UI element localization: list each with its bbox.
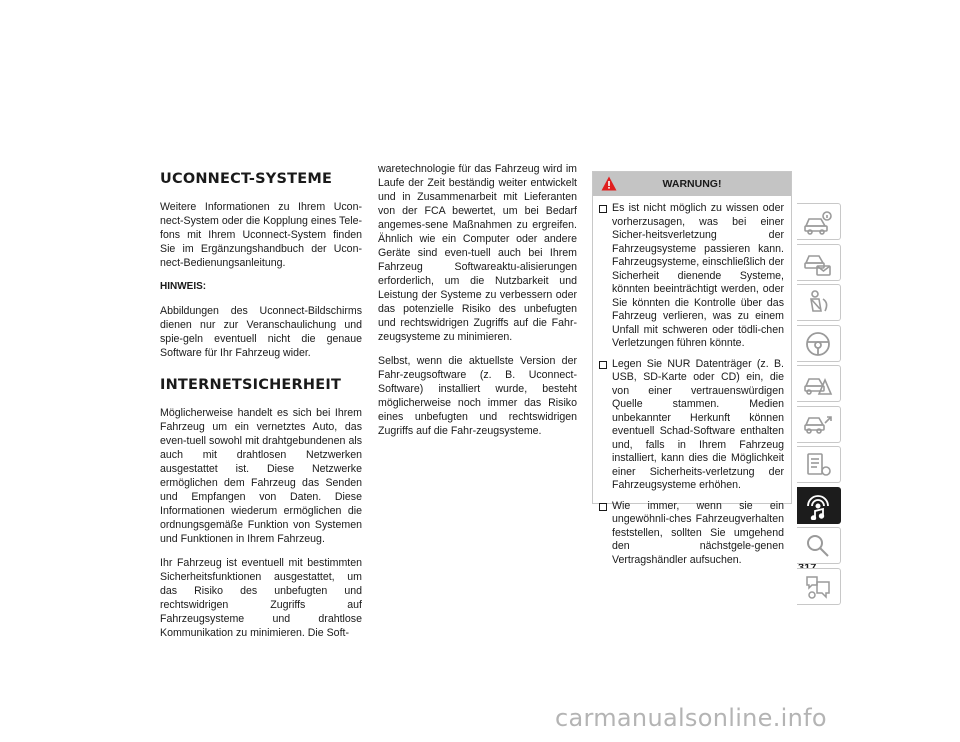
- warning-title: WARNUNG!: [662, 178, 722, 190]
- warning-triangle-icon: [601, 176, 617, 191]
- warning-list: [593, 196, 791, 567]
- tab-car-warning[interactable]: [797, 365, 841, 402]
- service-checklist-icon: [803, 451, 833, 479]
- tab-car-hazard[interactable]: [797, 406, 841, 443]
- uconnect-paragraph: Weitere Informationen zu Ihrem Ucon-nect-System oder die Kopplung eines Tele-fons mit Ihrem Uconnect-System finden Sie im Ergänzungshandbuch der Ucon-nect-Bedienungsanleitung.: [160, 201, 362, 269]
- language-index-icon: [803, 573, 833, 601]
- warning-item-text: Legen Sie NUR Datenträger (z. B. USB, SD-Karte oder CD) ein, die von einer vertrauenswürdigen Quelle stammen. Medien unbekannter Herkunft können eventuell Schad-Software enthalten und, falls in Ihrem Fahrzeug installiert, kann dies die Möglichkeit einer Sicherheits-verletzung der Fahrzeugsysteme erhöhen.: [612, 357, 784, 491]
- warning-item-text: Es ist nicht möglich zu wissen oder vorherzusagen, was bei einer Sicher-heitsverletzung der Fahrzeugsysteme passieren kann. Fahrzeugsysteme, einschließlich der Sicherheit dienende Systeme, könnten beeinträchtigt werden, oder Sie könnten die Kontrolle über das Fahrzeug verlieren, was zu einem Unfall mit schweren oder tödli-chen Verletzungen führen könnte.: [612, 202, 784, 349]
- tab-car-lights[interactable]: [797, 244, 841, 281]
- car-hazard-icon: [803, 411, 833, 439]
- tab-steering-wheel[interactable]: [797, 325, 841, 362]
- tab-search-index[interactable]: [797, 527, 841, 564]
- car-warning-icon: [803, 370, 833, 398]
- latest-version-paragraph: Selbst, wenn die aktuellste Version der Fahr-zeugsoftware (z. B. Uconnect-Software) installiert wurde, besteht möglicherweise noch immer das Risiko eines unbefugten und rechtswidrigen Zugriffs auf die Fahr-zeugsysteme.: [378, 355, 577, 437]
- warning-item: [598, 202, 784, 351]
- seatbelt-airbag-icon: [803, 289, 833, 317]
- middle-column: [378, 162, 577, 448]
- security-paragraph-1: Möglicherweise handelt es sich bei Ihrem Fahrzeug um ein vernetztes Auto, das even-tuell sowohl mit drahtgebundenen als auch mit drahtlosen Netzwerken ausgestattet ist. Diese Netzwerke ermöglichen dem Fahrzeug das Senden und Empfangen von Daten. Diese Informationen wiederum ermöglichen die ordnungsgemäße Funktion von Systemen und Funktionen in Ihrem Fahrzeug.: [160, 407, 362, 545]
- note-label: HINWEIS:: [160, 281, 207, 292]
- car-lights-icon: [803, 249, 833, 277]
- car-info-icon: [803, 208, 833, 236]
- watermark: carmanualsonline.info: [555, 704, 827, 732]
- search-index-icon: [803, 532, 833, 560]
- software-paragraph: waretechnologie für das Fahrzeug wird im Laufe der Zeit beständig weiter entwickelt und in Zusammenarbeit mit Lieferanten von der FCA bewertet, um bei Bedarf angemes-sene Maßnahmen zu ergreifen. Ähnlich wie ein Computer oder andere Geräte sind even-tuell auch bei Ihrem Fahrzeug Softwareaktu-alisierungen erforderlich, um die Nutzbarkeit und Leistung der Systeme zu verbessern oder das potenzielle Risiko des unbefugten und rechtswidrigen Zugriffs auf die Fahr-zeugsysteme zu minimieren.: [378, 163, 577, 343]
- tab-seatbelt-airbag[interactable]: [797, 284, 841, 321]
- steering-wheel-icon: [803, 330, 833, 358]
- warning-header: [593, 172, 791, 196]
- tab-service-checklist[interactable]: [797, 446, 841, 483]
- warning-item: [598, 500, 784, 568]
- chapter-tabs: [797, 203, 841, 608]
- tab-language-index[interactable]: [797, 568, 841, 605]
- tab-multimedia[interactable]: [797, 487, 841, 524]
- left-column: [160, 170, 362, 650]
- bullet-icon: [599, 503, 607, 511]
- warning-item-text: Wie immer, wenn sie ein ungewöhnli-ches Fahrzeugverhalten feststellen, sollten Sie umgehend den nächstgele-genen Vertragshändler aufsuchen.: [612, 499, 784, 566]
- heading-internet-security: INTERNETSICHERHEIT: [160, 377, 342, 393]
- heading-uconnect: UCONNECT-SYSTEME: [160, 171, 333, 187]
- warning-item: [598, 358, 784, 493]
- security-paragraph-2: Ihr Fahrzeug ist eventuell mit bestimmten Sicherheitsfunktionen ausgestattet, um das Risiko des unbefugten und rechtswidrigen Zugriffs auf Fahrzeugsysteme und drahtlose Kommunikation zu minimieren. Die Soft-: [160, 557, 362, 639]
- tab-car-info[interactable]: [797, 203, 841, 240]
- warning-box: [592, 171, 792, 566]
- bullet-icon: [599, 361, 607, 369]
- multimedia-music-icon: [803, 492, 833, 520]
- note-text: Abbildungen des Uconnect-Bildschirms dienen nur zur Veranschaulichung und spie-geln eventuell nicht die genaue Software für Ihr Fahrzeug wider.: [160, 305, 362, 359]
- bullet-icon: [599, 205, 607, 213]
